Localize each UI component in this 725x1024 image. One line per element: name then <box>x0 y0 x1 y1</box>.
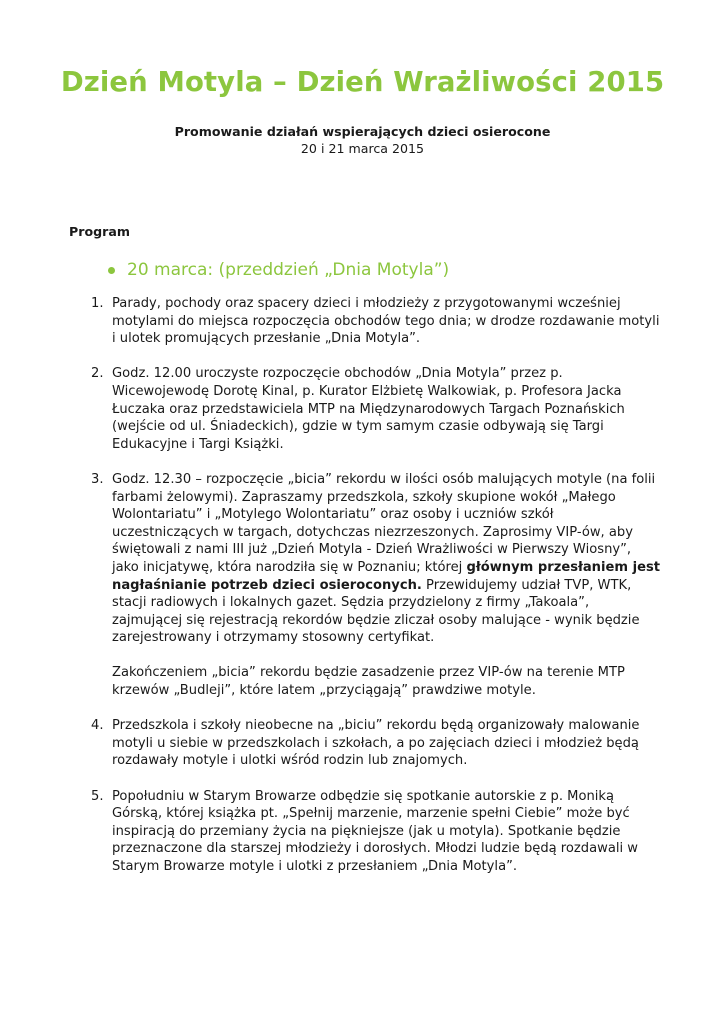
item-text-emphasis: głównym przesłaniem jest nagłaśnianie potrzeb dzieci osieroconych. <box>112 559 661 593</box>
item-text-continuation: Zakończeniem „bicia” rekordu będzie zasadzenie przez VIP-ów na terenie MTP krzewów „Budleji”, które latem „przyciągają” prawdziwe motyle. <box>112 665 625 699</box>
list-item <box>91 365 661 453</box>
item-text: Parady, pochody oraz spacery dzieci i młodzieży z przygotowanymi wcześniej motylami do miejsca rozpoczęcia obchodów tego dnia; w drodze rozdawanie motyli i ulotek promujących przesłanie „Dnia Motyla”. <box>112 296 660 347</box>
list-item <box>91 295 661 348</box>
item-number: 2. <box>91 366 104 382</box>
item-text-part: Godz. 12.30 – rozpoczęcie „bicia” rekordu w ilości osób malujących motyle (na folii farbami żelowymi). Zapraszamy przedszkola, szkoły skupione wokół „Małego Wolontariatu” i „Motylego Wolontariatu” oraz osoby i uczniów szkół uczestniczących w targach, dotychczas niezrzeszonych. Zaprosimy VIP-ów, aby świętowali z nami III już „Dzień Motyla - Dzień Wrażliwości w Pierwszy Wiosny”, jako inicjatywę, która narodziła się w Poznaniu; której <box>112 471 656 575</box>
list-item <box>91 788 661 876</box>
program-label: Program <box>69 224 130 239</box>
item-text: Przedszkola i szkoły nieobecne na „biciu” rekordu będą organizowały malowanie motyli u siebie w przedszkolach i szkołach, a po zajęciach dzieci i młodzież będą rozdawały motyle i ulotki wśród rodzin lub znajomych. <box>112 718 640 769</box>
item-number: 4. <box>91 718 104 734</box>
day-heading <box>108 260 449 280</box>
item-text-part: Przewidujemy udział TVP, WTK, stacji radiowych i lokalnych gazet. Sędzia przydzielony z firmy „Takoala”, zajmującej się rejestracją rekordów będzie zliczał osoby malujące - wynik będzie zarejestrowany i otrzymamy stosowny certyfikat. <box>112 577 640 646</box>
document-subtitle: Promowanie działań wspierających dzieci osierocone <box>174 124 551 139</box>
bullet-icon <box>108 267 115 274</box>
document-title: Dzień Motyla – Dzień Wrażliwości 2015 <box>60 66 665 98</box>
item-text <box>112 471 661 647</box>
day-heading-text: 20 marca: (przeddzień „Dnia Motyla”) <box>127 260 450 280</box>
list-item <box>91 471 661 700</box>
item-text: Popołudniu w Starym Browarze odbędzie się spotkanie autorskie z p. Moniką Górską, której książka pt. „Spełnij marzenie, marzenie spełni Ciebie” może być inspiracją do przemiany życia na piękniejsze (jak u motyla). Spotkanie będzie przeznaczone dla starszej młodzieży i dorosłych. Młodzi ludzie będą rozdawali w Starym Browarze motyle i ulotki z przesłaniem „Dnia Motyla”. <box>112 788 639 874</box>
item-number: 5. <box>91 788 104 804</box>
list-item <box>91 717 661 770</box>
item-number: 1. <box>91 296 104 311</box>
item-text: Godz. 12.00 uroczyste rozpoczęcie obchodów „Dnia Motyla” przez p. Wicewojewodę Dorotę Kinal, p. Kurator Elżbietę Walkowiak, p. Profesora Jacka Łuczaka oraz przedstawiciela MTP na Międzynarodowych Targach Poznańskich (wejście od ul. Śniadeckich), gdzie w tym samym czasie odbywają się Targi Edukacyjne i Targi Książki. <box>112 366 625 452</box>
program-list <box>91 295 661 893</box>
item-number: 3. <box>91 471 104 487</box>
event-dates: 20 i 21 marca 2015 <box>300 141 425 156</box>
